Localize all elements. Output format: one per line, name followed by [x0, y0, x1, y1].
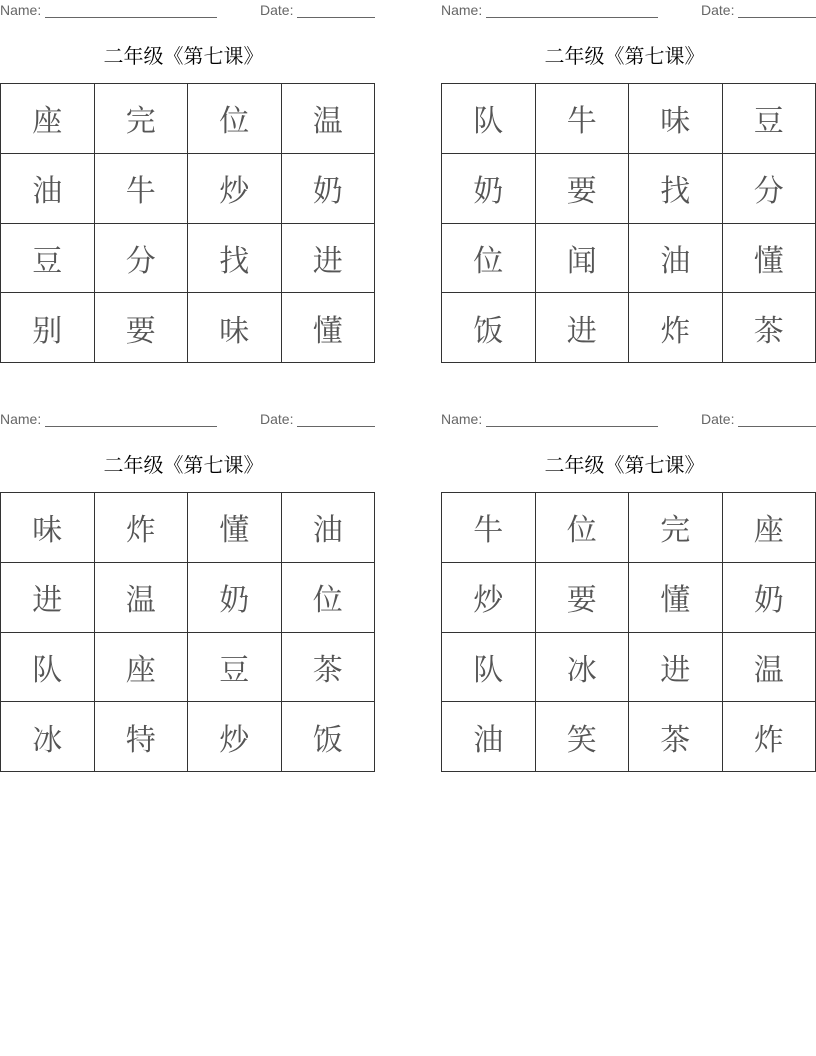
character-cell: 完: [95, 84, 189, 154]
character-cell: 座: [1, 84, 95, 154]
character-cell: 闻: [536, 224, 630, 294]
character-cell: 茶: [282, 633, 376, 703]
name-blank-line: [486, 17, 658, 18]
character-cell: 特: [95, 702, 189, 772]
date-blank-line: [297, 17, 375, 18]
character-grid: [441, 83, 816, 363]
character-cell: 豆: [723, 84, 816, 154]
character-cell: 茶: [629, 702, 723, 772]
date-blank-line: [297, 426, 375, 427]
date-label: Date:: [701, 2, 735, 18]
name-blank-line: [486, 426, 658, 427]
character-grid: [0, 492, 375, 772]
character-grid: [441, 492, 816, 772]
character-cell: 冰: [1, 702, 95, 772]
worksheet-title: 二年级《第七课》: [544, 453, 705, 477]
character-cell: 座: [95, 633, 189, 703]
character-cell: 味: [1, 493, 95, 563]
character-cell: 位: [442, 224, 536, 294]
character-cell: 队: [442, 84, 536, 154]
character-cell: 豆: [188, 633, 282, 703]
character-cell: 油: [282, 493, 376, 563]
character-cell: 奶: [188, 563, 282, 633]
character-cell: 牛: [442, 493, 536, 563]
date-blank-line: [738, 426, 816, 427]
name-label: Name:: [441, 2, 483, 18]
worksheet-title: 二年级《第七课》: [544, 44, 705, 68]
character-cell: 温: [723, 633, 816, 703]
character-cell: 要: [536, 563, 630, 633]
character-cell: 奶: [282, 154, 376, 224]
character-cell: 队: [442, 633, 536, 703]
date-label: Date:: [260, 411, 294, 427]
character-grid: [0, 83, 375, 363]
character-cell: 温: [282, 84, 376, 154]
character-cell: 炒: [188, 154, 282, 224]
character-cell: 位: [282, 563, 376, 633]
character-cell: 找: [188, 224, 282, 294]
character-cell: 茶: [723, 293, 816, 363]
date-label: Date:: [701, 411, 735, 427]
character-cell: 油: [629, 224, 723, 294]
character-cell: 奶: [723, 563, 816, 633]
character-cell: 找: [629, 154, 723, 224]
character-cell: 笑: [536, 702, 630, 772]
character-cell: 味: [188, 293, 282, 363]
name-blank-line: [45, 426, 217, 427]
character-cell: 奶: [442, 154, 536, 224]
character-cell: 座: [723, 493, 816, 563]
character-cell: 位: [536, 493, 630, 563]
character-cell: 炒: [188, 702, 282, 772]
character-cell: 别: [1, 293, 95, 363]
character-cell: 队: [1, 633, 95, 703]
name-label: Name:: [441, 411, 483, 427]
name-label: Name:: [0, 2, 42, 18]
name-date-row: [0, 2, 375, 20]
character-cell: 懂: [723, 224, 816, 294]
character-cell: 炸: [629, 293, 723, 363]
character-cell: 懂: [629, 563, 723, 633]
character-cell: 炒: [442, 563, 536, 633]
character-cell: 饭: [442, 293, 536, 363]
character-cell: 要: [536, 154, 630, 224]
character-cell: 懂: [282, 293, 376, 363]
worksheet-title: 二年级《第七课》: [103, 453, 264, 477]
character-cell: 要: [95, 293, 189, 363]
character-cell: 豆: [1, 224, 95, 294]
character-cell: 进: [282, 224, 376, 294]
name-date-row: [0, 411, 375, 429]
character-cell: 油: [442, 702, 536, 772]
name-blank-line: [45, 17, 217, 18]
character-cell: 进: [536, 293, 630, 363]
character-cell: 冰: [536, 633, 630, 703]
character-cell: 懂: [188, 493, 282, 563]
character-cell: 进: [1, 563, 95, 633]
date-blank-line: [738, 17, 816, 18]
name-label: Name:: [0, 411, 42, 427]
name-date-row: [441, 411, 816, 429]
name-date-row: [441, 2, 816, 20]
character-cell: 位: [188, 84, 282, 154]
character-cell: 进: [629, 633, 723, 703]
character-cell: 饭: [282, 702, 376, 772]
worksheet-title: 二年级《第七课》: [103, 44, 264, 68]
character-cell: 油: [1, 154, 95, 224]
character-cell: 牛: [536, 84, 630, 154]
character-cell: 炸: [95, 493, 189, 563]
character-cell: 炸: [723, 702, 816, 772]
character-cell: 味: [629, 84, 723, 154]
character-cell: 牛: [95, 154, 189, 224]
character-cell: 分: [95, 224, 189, 294]
character-cell: 完: [629, 493, 723, 563]
date-label: Date:: [260, 2, 294, 18]
character-cell: 分: [723, 154, 816, 224]
character-cell: 温: [95, 563, 189, 633]
